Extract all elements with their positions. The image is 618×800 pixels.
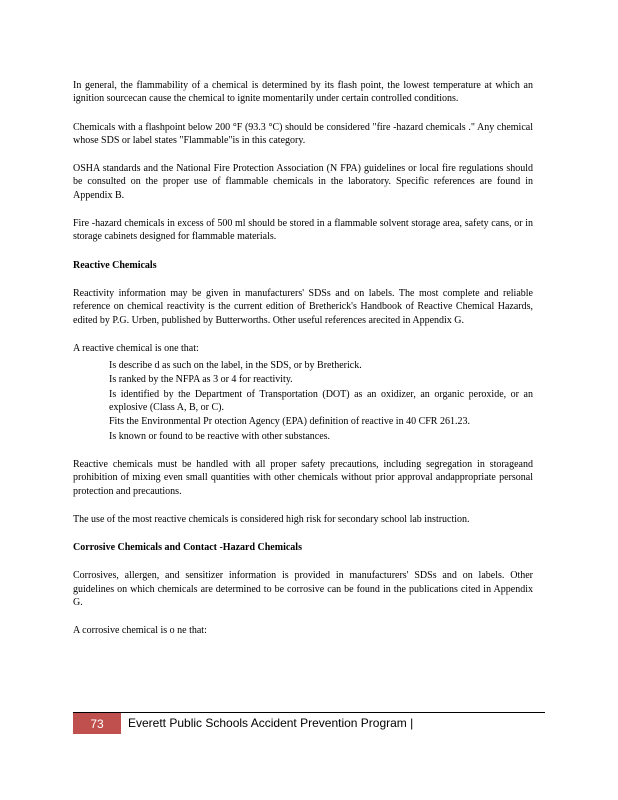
list-item — [73, 359, 533, 372]
list-item — [73, 388, 533, 415]
page-footer — [73, 712, 545, 734]
list-item — [73, 430, 533, 443]
section-heading-corrosive: Corrosive Chemicals and Contact -Hazard Chemicals — [73, 542, 302, 554]
paragraph-storage: Fire -hazard chemicals in excess of 500 ml should be stored in a flammable solvent storage area, safety cans, or in storage cabinets designed for flammable materials. — [73, 218, 533, 243]
paragraph-fire-hazard-definition: Chemicals with a flashpoint below 200 °F (93.3 °C) should be considered "fire -hazard chemicals ." Any chemical whose SDS or label states "Flammable"is in this category. — [73, 121, 533, 146]
footer-title: Everett Public Schools Accident Prevention Program | — [128, 716, 414, 730]
paragraph-osha-standards: OSHA standards and the National Fire Protection Association (N FPA) guidelines or local fire regulations should be consulted on the proper use of flammable chemicals in the laboratory. Specific references are found in Appendix B. — [73, 163, 533, 201]
list-item-text: Is identified by the Department of Transportation (DOT) as an oxidizer, an organic peroxide, or an explosive (Class A, B, or C). — [109, 388, 533, 414]
list-item-text: Is ranked by the NFPA as 3 or 4 for reactivity. — [109, 374, 293, 386]
reactive-criteria-list — [73, 359, 533, 443]
section-heading-reactive: Reactive Chemicals — [73, 259, 157, 271]
corrosive-list-intro: A corrosive chemical is o ne that: — [73, 625, 207, 637]
paragraph-corrosive-info: Corrosives, allergen, and sensitizer information is provided in manufacturers' SDSs and on labels. Other guidelines on which chemicals are determined to be corrosive can be found in the publications cited in Appendix G. — [73, 570, 533, 609]
paragraph-flammability: In general, the flammability of a chemical is determined by its flash point, the lowest temperature at which an ignition sourcecan cause the chemical to ignite momentarily under certain controlled conditions. — [73, 80, 533, 105]
list-item-text: Is known or found to be reactive with other substances. — [109, 430, 331, 442]
paragraph-reactive-handling: Reactive chemicals must be handled with all proper safety precautions, including segregation in storageand prohibition of mixing even small quantities with other chemicals without prior approval andappropriate personal protection and precautions. — [73, 458, 533, 497]
list-item — [73, 373, 533, 386]
footer-rule — [73, 712, 545, 713]
list-item-text: Is describe d as such on the label, in the SDS, or by Bretherick. — [109, 360, 362, 372]
reactive-list-intro: A reactive chemical is one that: — [73, 342, 199, 354]
page-number: 73 — [73, 713, 121, 734]
document-body — [73, 79, 533, 642]
list-item-text: Fits the Environmental Pr otection Agency (EPA) definition of reactive in 40 CFR 261.23. — [109, 416, 470, 428]
list-item — [73, 415, 533, 428]
paragraph-reactivity-info: Reactivity information may be given in manufacturers' SDSs and on labels. The most complete and reliable reference on chemical reactivity is the current edition of Bretherick's Handbook of Reactive Chemical Hazards, edited by P.G. Urben, published by Butterworths. Other useful references arecited in Appendix G. — [73, 287, 533, 326]
paragraph-reactive-risk: The use of the most reactive chemicals is considered high risk for secondary school lab instruction. — [73, 513, 470, 525]
